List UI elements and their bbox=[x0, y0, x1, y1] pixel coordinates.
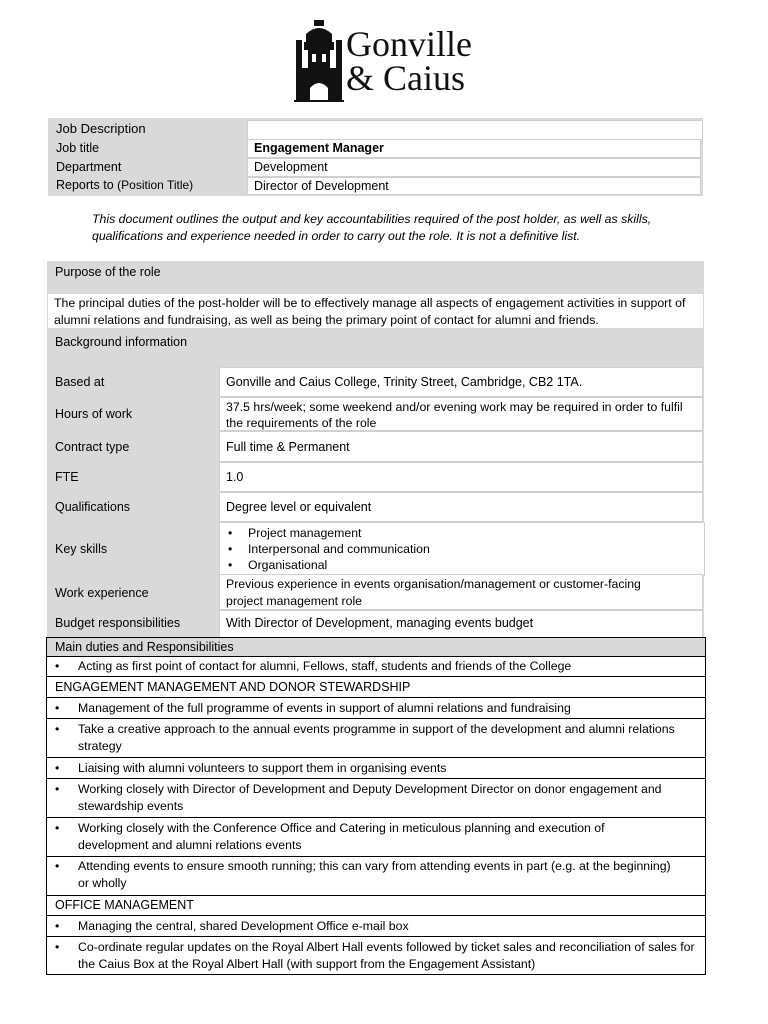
qualifications-label: Qualifications bbox=[55, 500, 131, 514]
background-heading: Background information bbox=[55, 335, 188, 349]
budget-value: With Director of Development, managing events budget bbox=[219, 610, 703, 638]
budget-label: Budget responsibilities bbox=[55, 616, 181, 630]
duty-item: Managing the central, shared Development Office e-mail box bbox=[78, 919, 409, 933]
header-table-title: Job Description bbox=[56, 121, 146, 136]
duties-heading: Main duties and Responsibilities bbox=[55, 640, 234, 654]
contract-type-label: Contract type bbox=[55, 440, 130, 454]
job-title-label: Job title bbox=[56, 141, 100, 155]
purpose-text: The principal duties of the post-holder will be to effectively manage all aspects of engagement activities in support of alumni relations and fundraising, as well as being the primary point of contact for alumni and friends. bbox=[54, 296, 686, 327]
row-divider bbox=[47, 778, 705, 779]
key-skill-item: • bbox=[228, 526, 233, 540]
logo-line-2: & Caius bbox=[346, 58, 466, 98]
row-divider bbox=[47, 817, 705, 818]
purpose-heading: Purpose of the role bbox=[55, 265, 161, 279]
hours-value: 37.5 hrs/week; some weekend and/or evening work may be required in order to fulfil the requirements of the role bbox=[219, 397, 703, 431]
row-divider bbox=[47, 936, 705, 937]
key-skill-item: Organisational bbox=[248, 558, 328, 572]
reports-to-label bbox=[50, 177, 193, 193]
duty-bullet: • bbox=[55, 859, 60, 873]
reports-to-value: Director of Development bbox=[247, 177, 701, 195]
intro-paragraph: This document outlines the output and key accountabilities required of the post holder, as well as skills, qualifications and experience needed in order to carry out the role. It is not a definitive list. bbox=[92, 212, 652, 243]
row-divider bbox=[47, 895, 705, 896]
row-divider bbox=[47, 856, 705, 857]
row-divider bbox=[47, 718, 705, 719]
row-divider bbox=[47, 915, 705, 916]
college-logo bbox=[294, 20, 494, 104]
duty-item: Management of the full programme of events in support of alumni relations and fundraising bbox=[78, 701, 571, 715]
row-divider bbox=[47, 697, 705, 698]
hours-label: Hours of work bbox=[55, 407, 133, 421]
key-skill-item: Project management bbox=[248, 526, 362, 540]
key-skill-item: • bbox=[228, 542, 233, 556]
duty-bullet: • bbox=[55, 761, 60, 775]
duty-item: Liaising with alumni volunteers to support them in organising events bbox=[78, 761, 447, 775]
duty-bullet: • bbox=[55, 919, 60, 933]
reports-to-label-main: Reports to bbox=[56, 178, 118, 192]
key-skills-label: Key skills bbox=[55, 542, 108, 556]
job-title-value: Engagement Manager bbox=[247, 139, 701, 158]
duty-bullet: • bbox=[55, 782, 60, 796]
duty-item: Attending events to ensure smooth running; this can vary from attending events in part (e.g. at the beginning) or wholly bbox=[78, 859, 671, 890]
fte-label: FTE bbox=[55, 470, 79, 484]
work-experience-label: Work experience bbox=[55, 586, 149, 600]
duty-item: Co-ordinate regular updates on the Royal Albert Hall events followed by ticket sales and reconciliation of sales for the Caius Box at the Royal Albert Hall (with support from the Engagement Assistant) bbox=[78, 940, 695, 971]
duty-bullet: • bbox=[55, 821, 60, 835]
department-label: Department bbox=[56, 160, 122, 174]
duties-section-2-heading: OFFICE MANAGEMENT bbox=[55, 898, 194, 912]
based-at-value: Gonville and Caius College, Trinity Street, Cambridge, CB2 1TA. bbox=[219, 367, 703, 397]
duty-bullet: • bbox=[55, 940, 60, 954]
duty-bullet: • bbox=[55, 701, 60, 715]
duty-item: Acting as first point of contact for alumni, Fellows, staff, students and friends of the College bbox=[78, 659, 572, 673]
row-divider bbox=[47, 757, 705, 758]
duty-item: Take a creative approach to the annual events programme in support of the development and alumni relations strategy bbox=[78, 722, 675, 753]
row-divider bbox=[47, 676, 705, 677]
reports-to-label-suffix: (Position Title) bbox=[117, 178, 194, 192]
duties-section-1-heading: ENGAGEMENT MANAGEMENT AND DONOR STEWARDSHIP bbox=[55, 680, 411, 694]
key-skill-item: • bbox=[228, 558, 233, 572]
logo-wordmark bbox=[346, 24, 472, 98]
based-at-label: Based at bbox=[55, 375, 105, 389]
contract-type-value: Full time & Permanent bbox=[219, 431, 703, 462]
key-skills-value bbox=[219, 522, 705, 576]
logo-line-1: Gonville bbox=[346, 24, 472, 64]
duty-item: Working closely with Director of Development and Deputy Development Director on donor engagement and stewardship events bbox=[78, 782, 662, 813]
fte-value: 1.0 bbox=[219, 462, 703, 492]
key-skill-item: Interpersonal and communication bbox=[248, 542, 430, 556]
department-value: Development bbox=[247, 158, 701, 177]
duty-bullet: • bbox=[55, 659, 60, 673]
crest-icon bbox=[294, 20, 344, 102]
qualifications-value: Degree level or equivalent bbox=[219, 492, 703, 522]
duty-bullet: • bbox=[55, 722, 60, 736]
duty-item: Working closely with the Conference Office and Catering in meticulous planning and execution of development and alumni relations events bbox=[78, 821, 605, 852]
header-value-blank bbox=[247, 120, 703, 140]
work-experience-value: Previous experience in events organisation/management or customer-facing project management role bbox=[219, 574, 703, 610]
